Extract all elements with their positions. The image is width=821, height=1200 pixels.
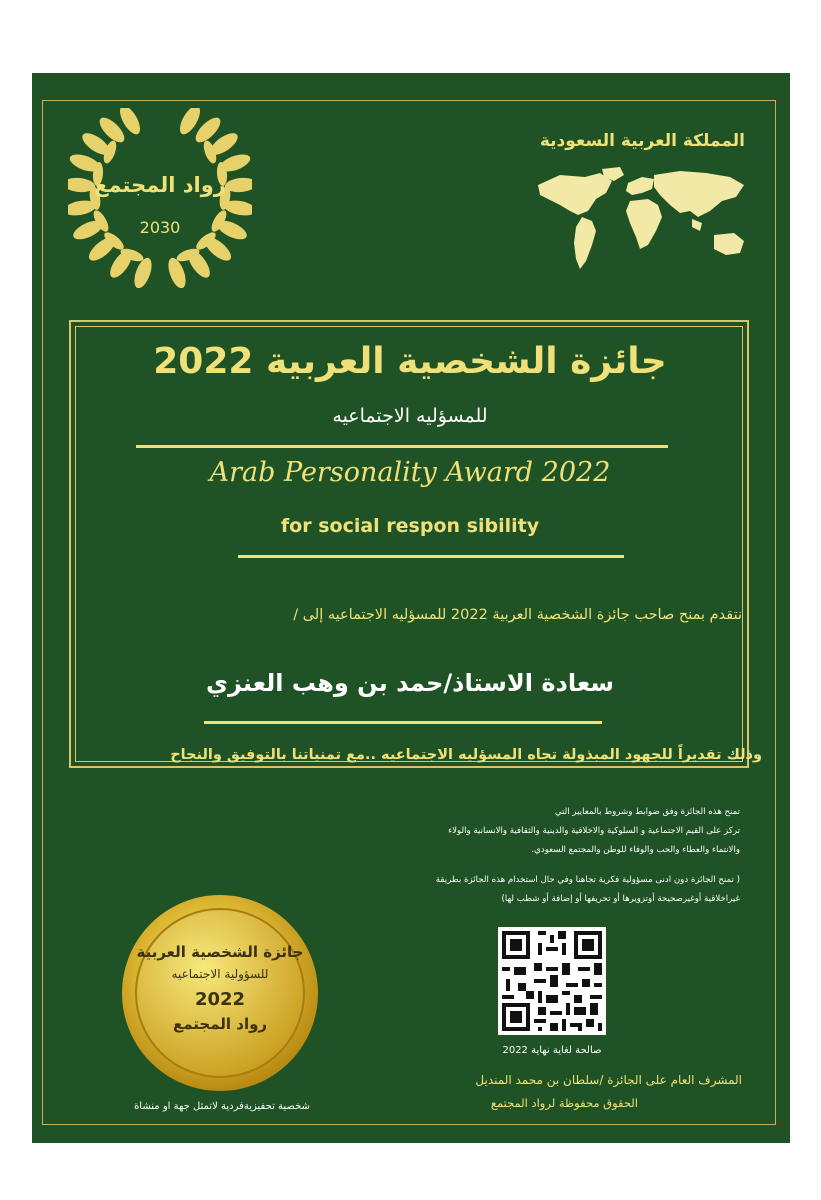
rights-text: الحقوق محفوظة لرواد المجتمع [490, 1096, 638, 1110]
seal-caption: شخصية تحفيزيةفردية لاتمثل جهة او منشاة [134, 1101, 310, 1112]
qr-code[interactable] [498, 927, 606, 1035]
divider-line [238, 555, 624, 558]
disclaimer-paragraph [322, 871, 740, 909]
divider-line [204, 721, 602, 724]
terms-line: والانتماء والعطاء والحب والوفاء للوطن والمجتمع السعودي. [531, 845, 740, 855]
kingdom-name: المملكة العربية السعودية [539, 131, 745, 151]
supervisor-text: المشرف العام على الجائزة /سلطان بن محمد المنديل [475, 1073, 742, 1087]
divider-line [136, 445, 668, 448]
award-subtitle-arabic: للمسؤليه الاجتماعيه [332, 405, 488, 427]
laurel-wreath-logo [68, 108, 252, 288]
world-map-icon [530, 165, 755, 275]
award-title-english: Arab Personality Award 2022 [209, 457, 611, 488]
logo-title: رواد المجتمع [94, 173, 226, 197]
award-title-arabic: جائزة الشخصية العربية 2022 [153, 341, 667, 382]
certificate [32, 73, 790, 1143]
seal-line-2: للسؤولية الاجتماعيه [171, 967, 269, 981]
laurel-wreath-icon [68, 108, 252, 288]
terms-line: تركز على القيم الاجتماعية و السلوكية والاخلاقية والدينية والثقافية والانسانية والولاء [448, 826, 740, 836]
thanks-text: وذلك تقديراً للجهود المبذولة تجاه المسؤليه الاجتماعيه ..مع تمنياتنا بالتوفيق والنجاح [170, 747, 762, 763]
seal-line-1: جائزة الشخصية العربية [136, 943, 304, 961]
award-subtitle-english: for social respon sibility [280, 515, 540, 537]
seal-line-4: رواد المجتمع [172, 1015, 268, 1033]
logo-year: 2030 [139, 218, 181, 237]
validity-text: صالحة لغاية نهاية 2022 [502, 1045, 602, 1056]
recipient-name: سعادة الاستاذ/حمد بن وهب العنزي [206, 669, 614, 697]
terms-line: تمنح هذه الجائزة وفق ضوابط وشروط بالمعايير التي [554, 807, 740, 817]
seal-year: 2022 [194, 989, 246, 1010]
disclaimer-line: ( تمنح الجائزة دون ادنى مسؤولية فكرية تجاهنا وفي حال استخدام هذه الجائزة بطريقة [435, 875, 740, 885]
intro-text: نتقدم بمنح صاحب جائزة الشخصية العربية 2022 للمسؤليه الاجتماعيه إلى / [293, 607, 742, 623]
gold-seal [120, 893, 320, 1093]
disclaimer-line: غيراخلاقية أوغيرصحيحة أوتزويرها أو تحريفها أو إضافة أو شطب لها) [501, 894, 740, 904]
terms-paragraph [322, 803, 740, 860]
